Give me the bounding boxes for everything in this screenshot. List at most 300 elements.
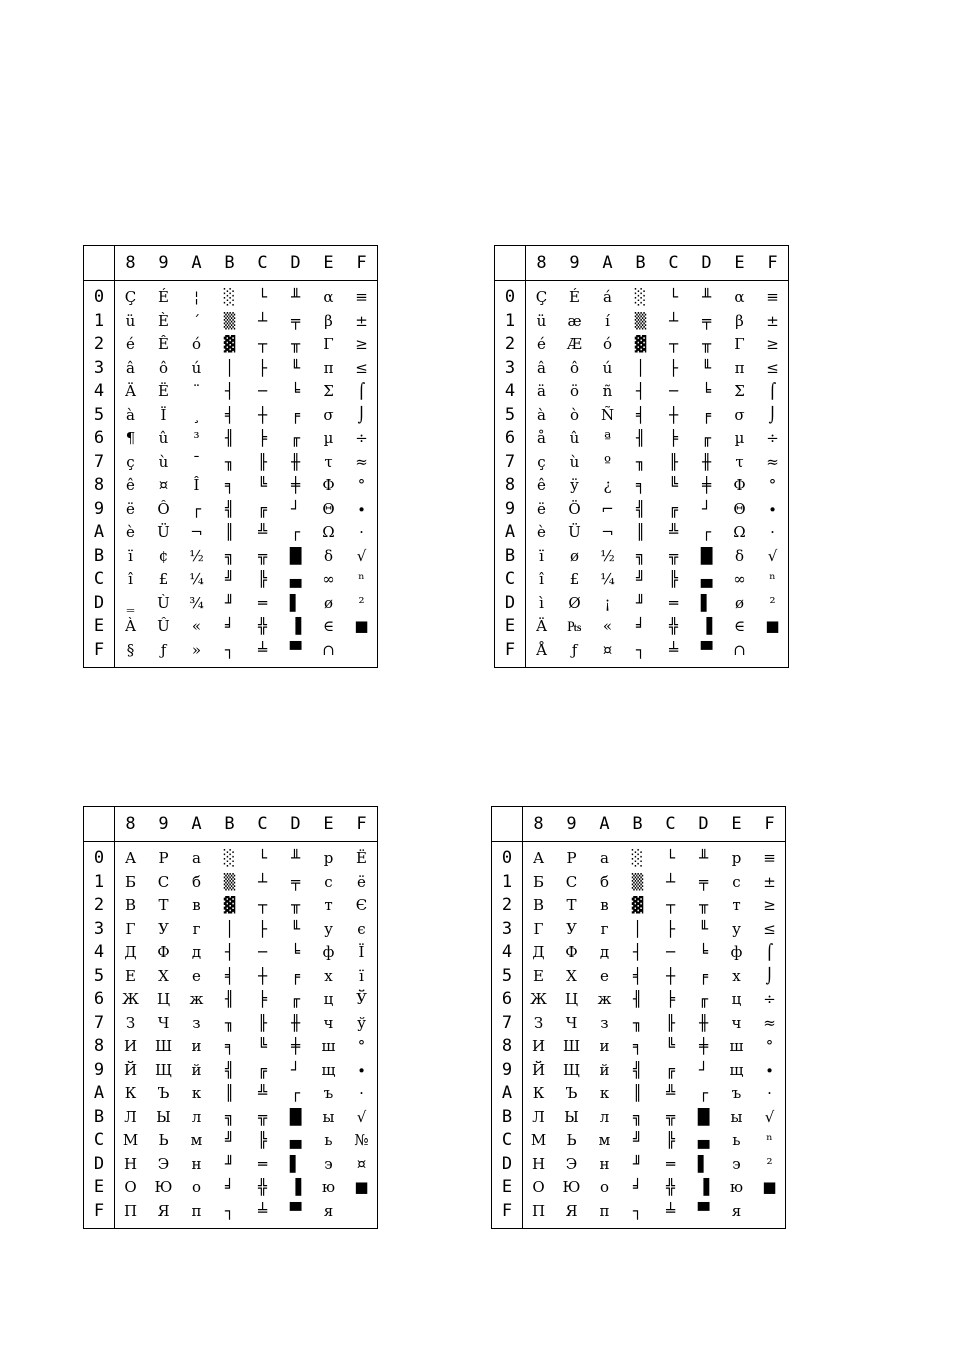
char-cell: э — [324, 1154, 333, 1173]
row-header: C — [93, 569, 105, 589]
row-header: 8 — [93, 1036, 105, 1056]
row-header: 1 — [93, 871, 105, 892]
row-header: 4 — [504, 381, 516, 401]
char-cell: ╕ — [224, 476, 235, 494]
char-cell: б — [599, 872, 610, 891]
char-cell: ╔ — [668, 499, 679, 518]
char-cell: ü — [125, 311, 136, 330]
char-cell: ñ — [602, 382, 613, 400]
char-cell: ╒ — [701, 405, 712, 424]
char-cell: й — [599, 1060, 610, 1079]
char-cell: ├ — [257, 919, 268, 938]
row-header: F — [501, 1200, 513, 1221]
char-cell: Е — [533, 966, 544, 985]
column-header: C — [257, 253, 268, 273]
char-cell: Γ — [734, 335, 745, 353]
char-cell: г — [600, 919, 609, 938]
char-cell: ∈ — [733, 617, 746, 635]
char-cell: ╬ — [257, 1178, 268, 1196]
char-cell: ╕ — [224, 1037, 235, 1055]
char-cell: └ — [668, 288, 679, 306]
row-header: E — [501, 1177, 513, 1197]
char-cell: è — [537, 523, 546, 541]
char-cell: ╒ — [698, 966, 709, 985]
row-header: D — [501, 1153, 513, 1174]
char-cell: ┴ — [668, 311, 679, 330]
char-cell: ⌐ — [601, 499, 614, 518]
char-cell: ≤ — [766, 358, 779, 377]
char-cell: ¯ — [192, 452, 201, 471]
char-cell: Γ — [323, 335, 334, 353]
char-cell: К — [124, 1084, 137, 1102]
column-header: C — [257, 814, 268, 834]
char-cell: û — [569, 429, 580, 447]
char-cell: ж — [597, 990, 612, 1008]
column-header: B — [224, 814, 235, 834]
char-cell: æ — [567, 311, 582, 330]
char-cell: · — [359, 1084, 364, 1102]
char-cell: ⌡ — [357, 405, 366, 424]
char-cell: ║ — [635, 523, 646, 541]
char-cell: ╕ — [632, 1037, 643, 1055]
char-cell: ¤ — [356, 1154, 367, 1173]
row-header: 7 — [504, 451, 516, 472]
char-cell: ø — [734, 593, 745, 612]
char-cell: ╡ — [635, 405, 646, 424]
char-cell: í — [605, 311, 610, 330]
char-cell: Ù — [157, 593, 170, 612]
char-cell: ╬ — [257, 617, 268, 635]
code-table-1 — [83, 245, 378, 668]
char-cell: ╔ — [257, 1060, 268, 1079]
char-cell: ▒ — [223, 872, 236, 891]
column-header: F — [767, 253, 778, 273]
column-header: 8 — [125, 814, 136, 834]
char-cell: ╛ — [224, 1178, 235, 1196]
char-cell: о — [599, 1178, 610, 1196]
column-header: D — [698, 814, 709, 834]
char-cell: Г — [533, 919, 544, 938]
row-header: D — [93, 1153, 105, 1174]
row-header: 7 — [93, 1012, 105, 1033]
column-header: A — [191, 253, 202, 273]
char-cell: Ï — [160, 405, 167, 424]
char-cell: У — [158, 919, 169, 938]
char-cell: Ї — [358, 943, 365, 961]
char-cell: § — [126, 640, 135, 659]
char-cell: ╫ — [290, 452, 301, 471]
char-cell: ╓ — [290, 429, 301, 447]
char-cell: ▓ — [634, 335, 647, 353]
char-cell: ÿ — [570, 476, 579, 494]
char-cell: √ — [356, 546, 367, 565]
char-cell: ╘ — [290, 943, 301, 961]
char-cell: · — [767, 1084, 772, 1102]
char-cell: ╞ — [257, 429, 268, 447]
char-cell: ≤ — [763, 919, 776, 938]
char-cell: ┤ — [224, 382, 235, 400]
char-cell: ú — [602, 358, 613, 377]
char-cell: у — [732, 919, 741, 938]
char-cell: ┐ — [224, 1201, 235, 1220]
char-cell: ┐ — [635, 640, 646, 659]
char-cell: º — [603, 452, 612, 471]
char-cell: £ — [569, 570, 580, 588]
char-cell: Ч — [565, 1013, 578, 1032]
row-header: 2 — [501, 895, 513, 915]
char-cell: á — [603, 288, 612, 306]
column-header: C — [668, 253, 679, 273]
char-cell: Ю — [154, 1178, 173, 1196]
char-cell: ■ — [354, 617, 369, 635]
char-cell: Б — [532, 872, 545, 891]
char-cell: э — [732, 1154, 741, 1173]
char-cell: ю — [321, 1178, 336, 1196]
char-cell: Э — [157, 1154, 170, 1173]
char-cell: ┤ — [635, 382, 646, 400]
char-cell: ╪ — [290, 476, 301, 494]
char-cell: ╪ — [701, 476, 712, 494]
char-cell: ╙ — [290, 358, 301, 377]
char-cell: г — [192, 919, 201, 938]
char-cell: ô — [158, 358, 169, 377]
column-header: 9 — [566, 814, 577, 834]
char-cell: µ — [734, 429, 745, 447]
char-cell: ╨ — [290, 849, 301, 867]
char-cell: б — [191, 872, 202, 891]
column-header: E — [323, 253, 334, 273]
char-cell: ≈ — [355, 452, 368, 471]
char-cell: é — [126, 335, 135, 353]
char-cell: δ — [323, 546, 334, 565]
char-cell: ┘ — [698, 1060, 709, 1079]
char-cell: ╟ — [257, 452, 268, 471]
char-cell: п — [599, 1201, 610, 1220]
row-header: 1 — [501, 871, 513, 892]
char-cell: ╠ — [665, 1131, 676, 1149]
char-cell: Д — [124, 943, 137, 961]
row-header: A — [501, 1083, 513, 1103]
char-cell: ╨ — [701, 288, 712, 306]
char-cell: ▀ — [289, 640, 302, 659]
char-cell: å — [537, 429, 546, 447]
char-cell: ╞ — [257, 990, 268, 1008]
char-cell: ╠ — [257, 1131, 268, 1149]
column-header: A — [599, 814, 610, 834]
char-cell: ▓ — [631, 896, 644, 914]
char-cell: ╔ — [665, 1060, 676, 1079]
char-cell: ╜ — [635, 593, 646, 612]
char-cell: и — [191, 1037, 202, 1055]
char-cell: É — [569, 288, 580, 306]
char-cell: У — [566, 919, 577, 938]
char-cell: Й — [123, 1060, 138, 1079]
char-cell: ¤ — [602, 640, 613, 659]
char-cell: А — [532, 849, 545, 867]
char-cell: σ — [734, 405, 745, 424]
char-cell: ╟ — [257, 1013, 268, 1032]
char-cell: ⌠ — [357, 382, 366, 400]
char-cell: ² — [766, 1154, 773, 1173]
char-cell: Ë — [158, 382, 169, 400]
char-cell: î — [539, 570, 544, 588]
char-cell: ç — [537, 452, 546, 471]
char-cell: ═ — [668, 593, 679, 612]
char-cell: ⌠ — [768, 382, 777, 400]
char-cell: ù — [158, 452, 169, 471]
char-cell: ° — [768, 476, 777, 494]
char-cell: ╝ — [224, 1131, 235, 1149]
char-cell: ó — [191, 335, 202, 353]
char-cell: ▄ — [697, 1131, 710, 1149]
char-cell: È — [158, 311, 169, 330]
column-header: F — [356, 253, 367, 273]
char-cell: ú — [191, 358, 202, 377]
char-cell: Д — [532, 943, 545, 961]
char-cell: Φ — [322, 476, 335, 494]
char-cell: ╡ — [224, 966, 235, 985]
char-cell: ⁿ — [769, 570, 776, 588]
char-cell: Ц — [564, 990, 579, 1008]
column-header: E — [731, 814, 742, 834]
char-cell: Ô — [157, 499, 170, 518]
char-cell: с — [732, 872, 741, 891]
char-cell: ╟ — [665, 1013, 676, 1032]
char-cell: ┼ — [257, 966, 268, 985]
char-cell: ▀ — [697, 1201, 710, 1220]
char-cell: Ж — [122, 990, 139, 1008]
char-cell: ╙ — [701, 358, 712, 377]
char-cell: ▒ — [223, 311, 236, 330]
char-cell: ≡ — [355, 288, 368, 306]
row-header: B — [93, 545, 105, 566]
char-cell: â — [537, 358, 546, 377]
char-cell: ╛ — [635, 617, 646, 635]
char-cell: ┼ — [257, 405, 268, 424]
char-cell: µ — [323, 429, 334, 447]
char-cell: ▄ — [289, 570, 302, 588]
char-cell: ь — [324, 1131, 333, 1149]
char-cell: є — [357, 919, 366, 938]
char-cell: х — [324, 966, 333, 985]
char-cell: ╚ — [257, 1037, 268, 1055]
char-cell: ║ — [224, 1084, 235, 1102]
char-cell: ╗ — [224, 1107, 235, 1126]
char-cell: ⁿ — [766, 1131, 773, 1149]
row-header: F — [93, 639, 105, 660]
char-cell: │ — [635, 358, 646, 377]
row-header: 4 — [93, 942, 105, 962]
char-cell: я — [323, 1201, 334, 1220]
code-table-4 — [491, 806, 786, 1229]
char-cell: ╨ — [698, 849, 709, 867]
char-cell: Т — [158, 896, 169, 914]
char-cell: ╩ — [665, 1084, 676, 1102]
char-cell: ╕ — [635, 476, 646, 494]
char-cell: ╢ — [224, 429, 235, 447]
row-header: E — [504, 616, 516, 636]
char-cell: ╚ — [257, 476, 268, 494]
char-cell: £ — [158, 570, 169, 588]
char-cell: Ё — [356, 849, 367, 867]
char-cell: ≡ — [763, 849, 776, 867]
char-cell: ╣ — [632, 1060, 643, 1079]
char-cell: î — [128, 570, 133, 588]
char-cell: ç — [126, 452, 135, 471]
row-header: B — [504, 545, 516, 566]
char-cell: ë — [537, 499, 546, 518]
char-cell: é — [537, 335, 546, 353]
char-cell: ─ — [665, 943, 676, 961]
column-header: B — [224, 253, 235, 273]
char-cell: ¸ — [192, 405, 201, 424]
char-cell: ┴ — [257, 872, 268, 891]
char-cell: с — [324, 872, 333, 891]
char-cell: Ω — [322, 523, 335, 541]
char-cell: ╦ — [257, 546, 268, 565]
char-cell: Щ — [562, 1060, 581, 1079]
char-cell: ´ — [192, 311, 201, 330]
char-cell: ╖ — [632, 1013, 643, 1032]
char-cell: ‗ — [126, 593, 135, 612]
char-cell: Ü — [568, 523, 581, 541]
char-cell: ║ — [632, 1084, 643, 1102]
char-cell: ▄ — [700, 570, 713, 588]
char-cell: ╒ — [290, 405, 301, 424]
column-header: 9 — [158, 253, 169, 273]
char-cell: █ — [289, 546, 302, 565]
char-cell: Л — [124, 1107, 137, 1126]
char-cell: Ö — [568, 499, 581, 518]
char-cell: ╟ — [668, 452, 679, 471]
char-cell: ╚ — [668, 476, 679, 494]
char-cell: ░ — [223, 849, 236, 867]
char-cell: м — [598, 1131, 611, 1149]
char-cell: п — [191, 1201, 202, 1220]
char-cell: ê — [537, 476, 546, 494]
row-header: F — [504, 639, 516, 660]
char-cell: └ — [257, 288, 268, 306]
char-cell: ∈ — [322, 617, 335, 635]
char-cell: ├ — [257, 358, 268, 377]
char-cell: Ю — [562, 1178, 581, 1196]
char-cell: ╙ — [290, 919, 301, 938]
char-cell: û — [158, 429, 169, 447]
char-cell: ä — [537, 382, 546, 400]
char-cell: ░ — [223, 288, 236, 306]
char-cell: ў — [357, 1013, 366, 1032]
char-cell: и — [599, 1037, 610, 1055]
char-cell: Ø — [568, 593, 581, 612]
char-cell: ┼ — [665, 966, 676, 985]
row-header: 5 — [93, 965, 105, 986]
char-cell: Ç — [535, 288, 548, 306]
char-cell: ² — [358, 593, 365, 612]
char-cell: ї — [359, 966, 364, 985]
char-cell: а — [600, 849, 609, 867]
char-cell: ▐ — [289, 617, 302, 635]
char-cell: ≥ — [766, 335, 779, 353]
char-cell: А — [124, 849, 137, 867]
char-cell — [345, 639, 378, 661]
char-cell: ─ — [668, 382, 679, 400]
char-cell: ╣ — [224, 1060, 235, 1079]
row-header: 3 — [504, 357, 516, 378]
char-cell: ° — [765, 1037, 774, 1055]
char-cell: ▌ — [289, 1154, 302, 1173]
char-cell: √ — [356, 1107, 367, 1126]
char-cell: ъ — [323, 1084, 334, 1102]
column-header: E — [734, 253, 745, 273]
char-cell: ▒ — [631, 872, 644, 891]
char-cell: щ — [729, 1060, 744, 1079]
char-cell: В — [532, 896, 545, 914]
char-cell: ╤ — [701, 311, 712, 330]
char-cell: ╧ — [668, 640, 679, 659]
char-cell: о — [191, 1178, 202, 1196]
char-cell: ¾ — [189, 593, 204, 612]
char-cell: Р — [566, 849, 577, 867]
char-cell: ▐ — [700, 617, 713, 635]
char-cell: ╝ — [224, 570, 235, 588]
char-cell: Æ — [566, 335, 582, 353]
char-cell: Ж — [530, 990, 547, 1008]
char-cell: ╛ — [632, 1178, 643, 1196]
column-header: 8 — [533, 814, 544, 834]
char-cell: ÷ — [355, 429, 368, 447]
char-cell: ∞ — [322, 570, 335, 588]
char-cell: З — [533, 1013, 544, 1032]
row-header: 9 — [504, 498, 516, 519]
char-cell: ╪ — [698, 1037, 709, 1055]
char-cell: З — [125, 1013, 136, 1032]
char-cell: ┘ — [290, 499, 301, 518]
char-cell: ê — [126, 476, 135, 494]
char-cell: ╧ — [257, 1201, 268, 1220]
row-header: C — [504, 569, 516, 589]
char-cell: ≥ — [355, 335, 368, 353]
char-cell: ╒ — [290, 966, 301, 985]
char-cell: ò — [569, 405, 580, 424]
char-cell: Э — [565, 1154, 578, 1173]
row-header: 5 — [504, 404, 516, 425]
char-cell: Ъ — [157, 1084, 170, 1102]
char-cell: ≡ — [766, 288, 779, 306]
char-cell: ╥ — [290, 335, 301, 353]
char-cell: π — [734, 358, 745, 377]
char-cell: · — [359, 523, 364, 541]
char-cell: à — [537, 405, 546, 424]
column-header: C — [665, 814, 676, 834]
char-cell: ≈ — [766, 452, 779, 471]
char-cell: П — [123, 1201, 138, 1220]
column-header: F — [356, 814, 367, 834]
char-cell: Î — [193, 476, 200, 494]
char-cell: │ — [224, 919, 235, 938]
char-cell: ╠ — [257, 570, 268, 588]
char-cell: ■ — [762, 1178, 777, 1196]
row-header: A — [93, 1083, 105, 1103]
char-cell: ± — [766, 311, 779, 330]
char-cell: И — [531, 1037, 546, 1055]
column-header: D — [290, 814, 301, 834]
char-cell: ч — [323, 1013, 334, 1032]
row-header: 5 — [501, 965, 513, 986]
char-cell: ï — [539, 546, 544, 565]
char-cell: è — [126, 523, 135, 541]
char-cell: √ — [767, 546, 778, 565]
char-cell: Ц — [156, 990, 171, 1008]
